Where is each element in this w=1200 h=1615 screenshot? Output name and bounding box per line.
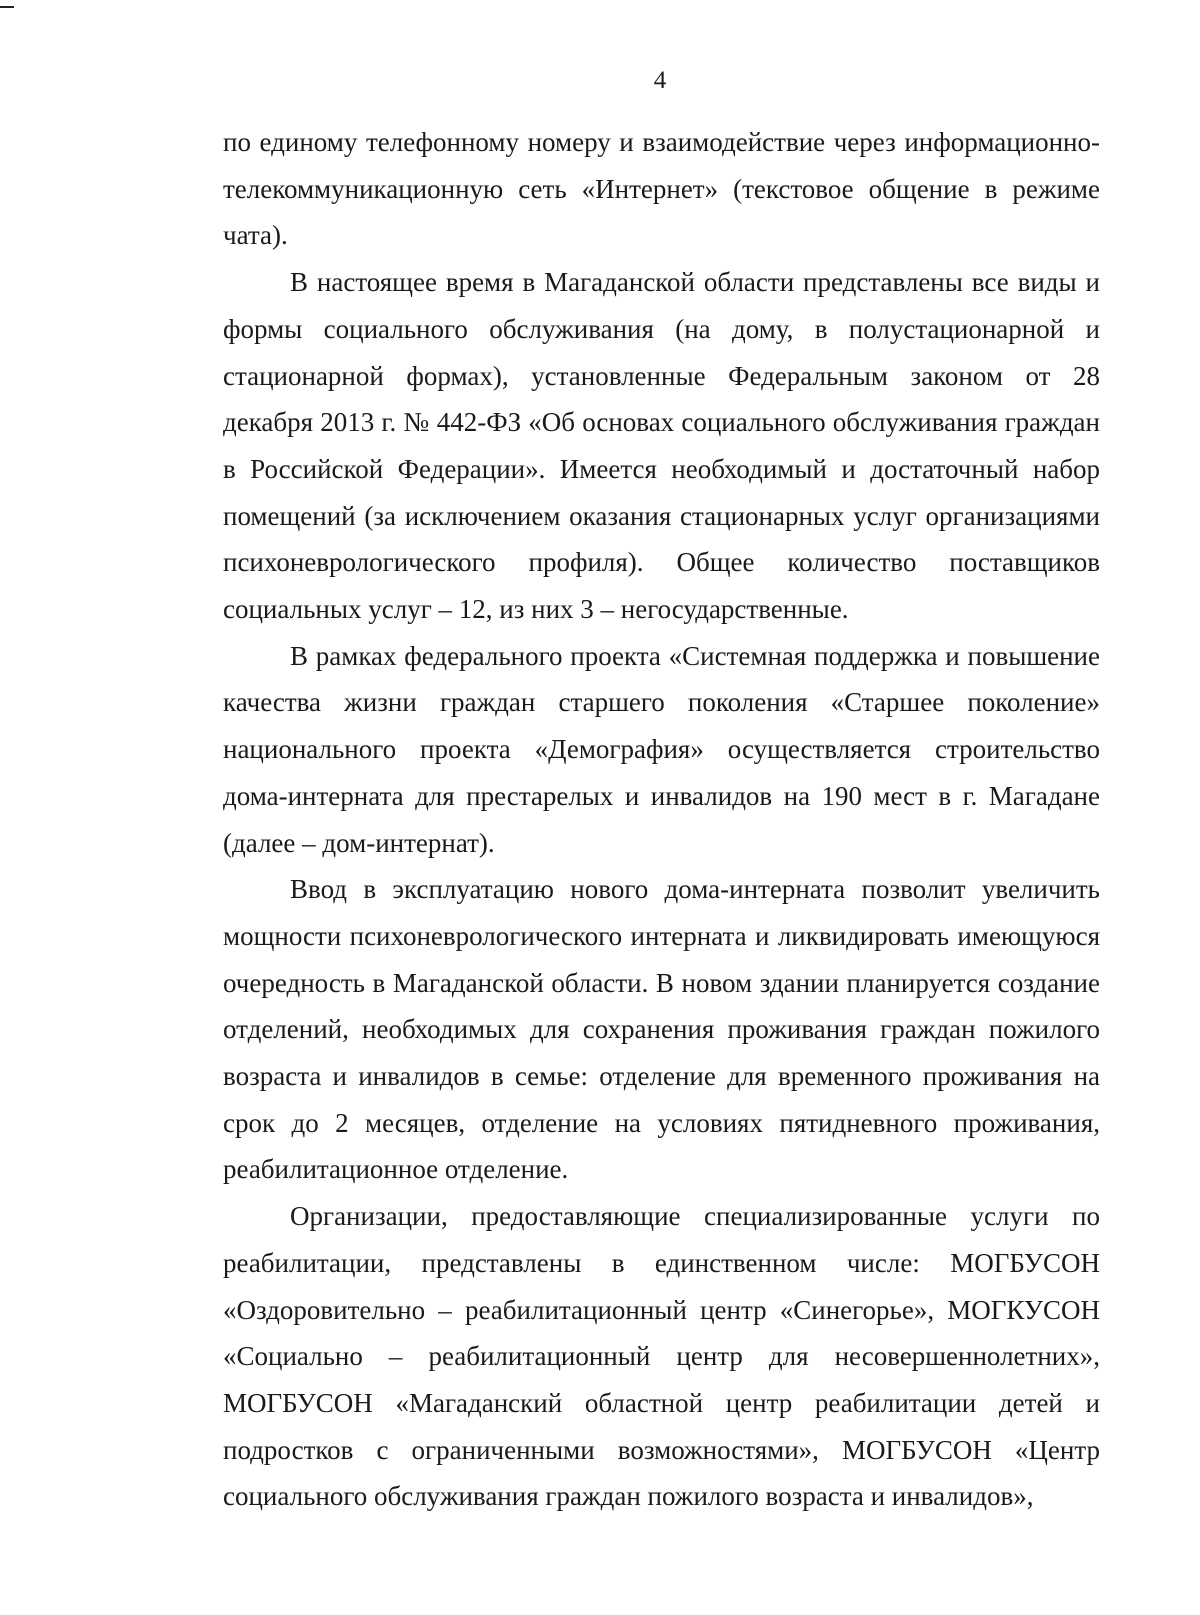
paragraph-new-boarding-house: Ввод в эксплуатацию нового дома-интерната позволит увеличить мощности психоневрологического интерната и ликвидировать имеющуюся очередность в Магаданской области. В новом здании планируется создание отделений, необходимых для сохранения проживания граждан пожилого возраста и инвалидов в семье: отделение для временного проживания на срок до 2 месяцев, отделение на условиях пятидневного проживания, реабилитационное отделение. <box>223 874 1100 1185</box>
paragraph-social-services-forms: В настоящее время в Магаданской области представлены все виды и формы социального обслуживания (на дому, в полустационарной и стационарной формах), установленные Федеральным законом от 28 декабря 2013 г. № 442-ФЗ «Об основах социального обслуживания граждан в Российской Федерации». Имеется необходимый и достаточный набор помещений (за исключением оказания стационарных услуг организациями психоневрологического профиля). Общее количество поставщиков социальных услуг – 12, из них 3 – негосударственные. <box>223 267 1100 625</box>
scan-edge-mark <box>0 6 14 8</box>
paragraph-rehabilitation-organizations: Организации, предоставляющие специализированные услуги по реабилитации, представлены в единственном числе: МОГБУСОН «Оздоровительно – реабилитационный центр «Синегорье», МОГКУСОН «Социально – реабилитационный центр для несовершеннолетних», МОГБУСОН «Магаданский областной центр реабилитации детей и подростков с ограниченными возможностями», МОГБУСОН «Центр социального обслуживания граждан пожилого возраста и инвалидов», <box>223 1201 1100 1512</box>
page-number: 4 <box>653 67 667 94</box>
paragraph-federal-project: В рамках федерального проекта «Системная поддержка и повышение качества жизни граждан старшего поколения «Старшее поколение» национального проекта «Демография» осуществляется строительство дома-интерната для престарелых и инвалидов на 190 мест в г. Магадане (далее – дом-интернат). <box>223 640 1100 858</box>
document-body <box>223 119 1100 1520</box>
paragraph-continuation: по единому телефонному номеру и взаимодействие через информационно-телекоммуникационную сеть «Интернет» (текстовое общение в режиме чата). <box>223 127 1100 251</box>
